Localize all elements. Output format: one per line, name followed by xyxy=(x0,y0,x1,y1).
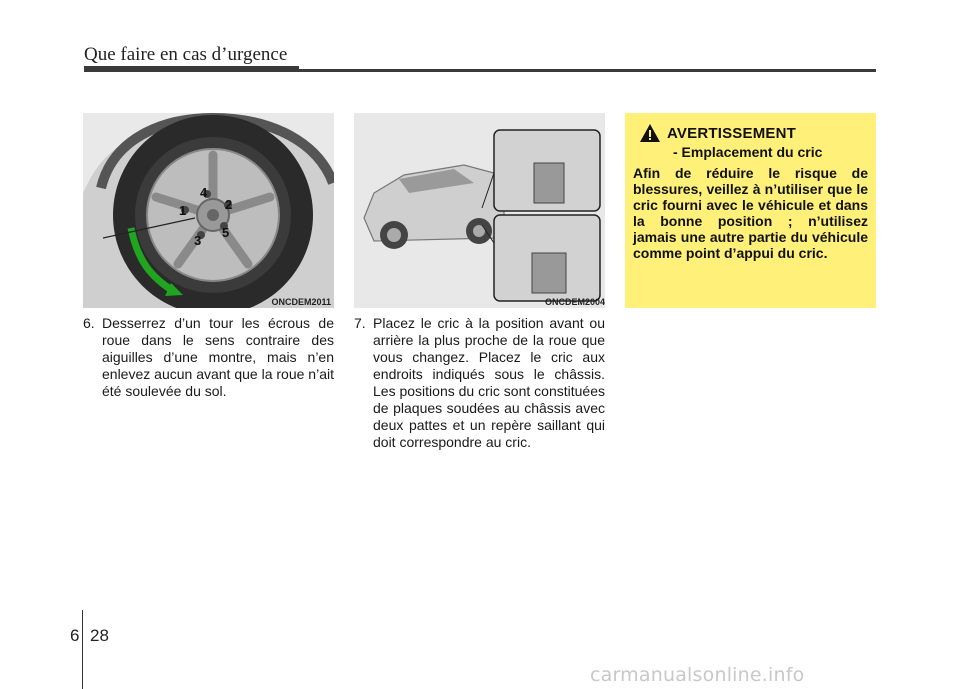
step-number: 7. xyxy=(354,315,366,331)
instruction-step-6 xyxy=(83,315,334,400)
lug-label-3: 3 xyxy=(194,233,202,248)
footer-divider xyxy=(82,610,83,689)
page-header-title: Que faire en cas d’urgence xyxy=(84,44,288,65)
warning-header xyxy=(633,123,868,143)
lug-label-4: 4 xyxy=(200,185,208,200)
car-jack-drawing xyxy=(354,113,605,308)
figure-code: ONCDEM2011 xyxy=(271,297,331,307)
header-rule xyxy=(84,69,876,72)
instruction-step-7 xyxy=(354,315,605,451)
page-number: 28 xyxy=(90,626,109,645)
warning-title: AVERTISSEMENT xyxy=(667,124,797,142)
figure-code: ONCDEM2004 xyxy=(544,297,605,307)
section-number: 6 xyxy=(70,626,80,645)
warning-triangle-icon xyxy=(639,123,661,143)
lug-label-1: 1 xyxy=(179,203,187,218)
lug-label-2: 2 xyxy=(225,197,233,212)
watermark: carmanualsonline.info xyxy=(590,664,805,686)
warning-subtitle: - Emplacement du cric xyxy=(673,144,823,160)
lug-nut-labels xyxy=(83,113,334,308)
step-text: Desserrez d’un tour les écrous de roue dans le sens contraire des aiguilles d’une montre, mais n’en enlevez aucun avant que la roue n’ait été soulevée du sol. xyxy=(102,315,334,399)
step-number: 6. xyxy=(83,315,95,331)
warning-body: Afin de réduire le risque de blessures, veillez à n’utiliser que le cric fourni avec le véhicule et dans la bonne position ; n’utilisez jamais une autre partie du véhicule comme point d’appui du cric. xyxy=(633,165,868,261)
jack-position-illustration xyxy=(354,113,605,308)
warning-box xyxy=(625,113,876,308)
lug-label-5: 5 xyxy=(222,225,230,240)
wheel-lug-nut-illustration xyxy=(83,113,334,308)
step-text: Placez le cric à la position avant ou arrière la plus proche de la roue que vous changez. Placez le cric aux endroits indiqués sous le châssis. Les positions du cric sont constituées de plaques soudées au châssis avec deux pattes et un repère saillant qui doit correspondre au cric. xyxy=(373,315,605,450)
